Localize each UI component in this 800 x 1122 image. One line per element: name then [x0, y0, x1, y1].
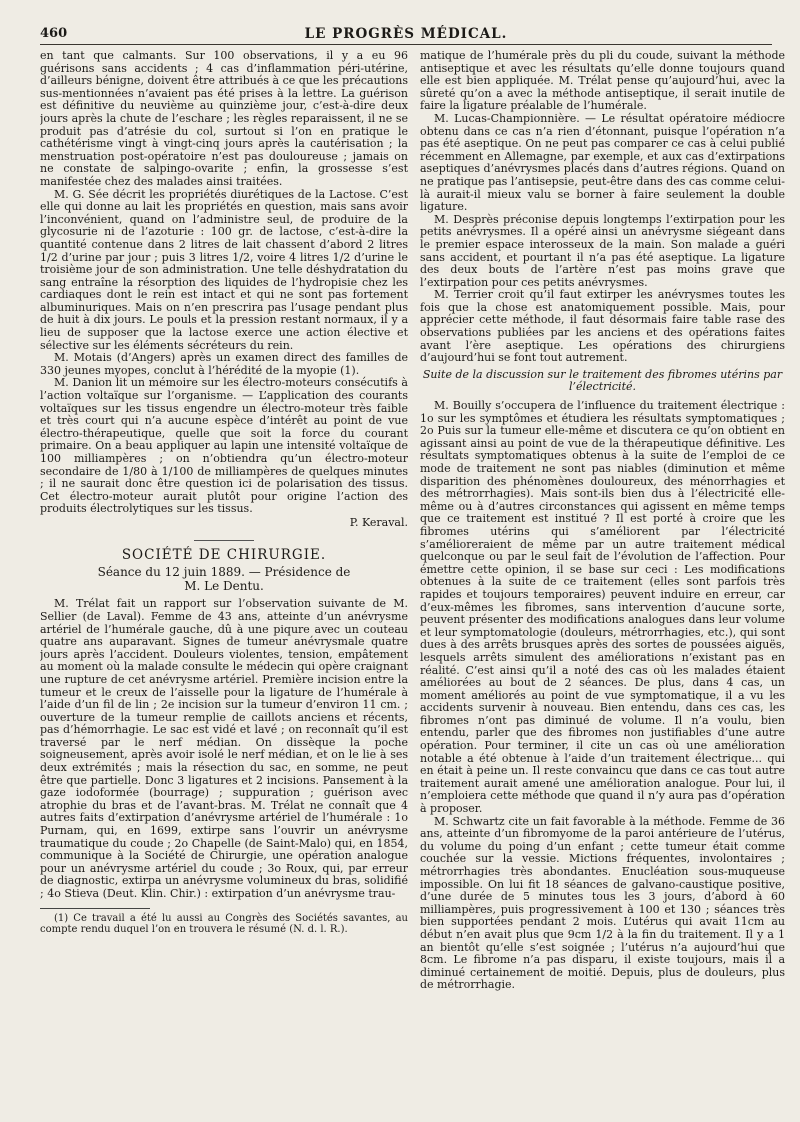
discussion-subheading: Suite de la discussion sur le traitement des fibromes utérins par l’électricité.: [422, 367, 783, 394]
section-divider: [194, 540, 254, 541]
paragraph-lactose: M. G. Sée décrit les propriétés diurétiques de la Lactose. C’est elle qui donne au lait les propriétés en question, mais sans avoir l’inconvénient, quand on l’administre seul, de produire de la glycosurie ni de l’azoturie : 100 gr. de lactose, c’est-à-dire la quantité contenue dans 2 litres de lait chassent d’abord 2 litres 1/2 d’urine par jour ; puis 3 litres 1/2, voire 4 litres 1/2 d’urine le troisième jour de son administration. Une telle déshydratation du sang entraîne la résorption des liquides de l’hydropisie chez les cardiaques dont le rein est intact et qui ne sont pas fortement albuminuriques. Mais on n’en prescrira pas l’usage pendant plus de huit à dix jours. Le pouls et la pression restant normaux, il y a lieu de supposer que la lactose exerce une action élective et sélective sur les éléments sécréteurs du rein.: [40, 187, 408, 352]
paragraph-curettage-results: en tant que calmants. Sur 100 observations, il y a eu 96 guérisons sans accidents ; 4 cas d’inflammation péri-utérine, d’ailleurs bénigne, doivent être attribués à ce que les précautions sus-mentionnées n’avaient pas été prises à la lettre. La guérison est définitive du neuvième au quinzième jour, c’est-à-dire deux jours après la chute de l’eschare ; les règles reparaissent, il ne se produit pas d’atrésie du col, surtout si l’on en pratique le cathétérisme vingt à vingt-cinq jours après la cautérisation ; la menstruation post-opératoire n’est pas douloureuse ; jamais on ne constate de salpingo-ovarite ; enfin, la grossesse s’est manifestée chez des malades ainsi traitées.: [40, 50, 408, 188]
paragraph-electro-motors: M. Danion lit un mémoire sur les électro-moteurs consécutifs à l’action voltaïque sur l’organisme. — L’application des courants voltaïques sur les tissus engendre un électro-moteur très faible et très court qui n’a aucune espèce d’intérêt au point de vue électro-thérapeutique, quelle que soit la force du courant primaire. On a beau appliquer au lapin une intensité voltaïque de 100 milliampères ; on n’obtiendra qu’un électro-moteur secondaire de 1/80 à 1/100 de milliampères de quelques minutes ; il ne saurait donc être question ici de polarisation des tissus. Cet électro-moteur aurait plutôt pour origine l’action des produits électrolytiques sur les tissus.: [40, 376, 408, 516]
left-column: [40, 50, 408, 1112]
section-title: SOCIÉTÉ DE CHIRURGIE.: [121, 546, 327, 563]
author-signature: P. Keraval.: [349, 515, 408, 529]
paragraph-trelat-continued: matique de l’humérale près du pli du coude, suivant la méthode antiseptique et avec les résultats qu’elle donne toujours quand elle est bien appliquée. M. Trélat pense qu’aujourd’hui, avec la sûreté qu’on a avec la méthode antiseptique, il serait inutile de faire la ligature préalable de l’humérale.: [420, 50, 785, 113]
paragraph-myopia: M. Motais (d’Angers) après un examen direct des familles de 330 jeunes myopes, conclut à l’hérédité de la myopie (1).: [40, 351, 408, 377]
page-header: [40, 22, 772, 45]
paragraph-terrier: M. Terrier croit qu’il faut extirper les anévrysmes toutes les fois que la chose est anatomiquement possible. Mais, pour apprécier cette méthode, il faut désormais faire table rase des observations publiées par les anciens et des opérations faites avant l’ère aseptique. Les opérations des chirurgiens d’aujourd’hui se font tout autrement.: [420, 288, 785, 365]
paragraph-bouilly: M. Bouilly s’occupera de l’influence du traitement électrique : 1o sur les symptômes et étudiera les résultats symptomatiques ; 2o Puis sur la tumeur elle-même et discutera ce qu’on obtient en agissant ainsi au point de vue de la thérapeutique définitive. Les résultats symptomatiques obtenus à la suite de l’emploi de ce mode de traitement ne sont pas niables (diminution et même disparition des phénomènes douloureux, des ménorrhagies et des métrorrhagies). Mais sont-ils bien dus à l’électricité elle-même ou à d’autres circonstances qui agissent en même temps que ce traitement est institué ? Il est porté à croire que les fibromes utérins qui s’améliorent par l’électricité s’amélioreraient de même par un autre traitement médical quelconque ou par le seul fait de l’évolution de l’affection. Pour émettre cette opinion, il se base sur ceci : Les modifications obtenues à la suite de ce traitement (elles sont parfois très rapides et toujours temporaires) peuvent induire en erreur, car d’eux-mêmes les fibromes, sans intervention d’aucune sorte, peuvent présenter des modifications analogues dans leur volume et leur symptomatologie (douleurs, métrorrhagies, etc.), qui sont dues à des arrêts brusques après des sortes de poussées aiguës, lesquels arrêts simulent des améliorations n’existant pas en réalité. C’est ainsi qu’il a noté des cas où les malades étaient améliorées au bout de 2 séances. De plus, dans 4 cas, un moment améliorés au point de vue symptomatique, il a vu les accidents survenir à nouveau. Bien entendu, dans ces cas, les fibromes n’ont pas diminué de volume. Il n’a voulu, bien entendu, parler que des fibromes non justifiables d’une autre opération. Pour terminer, il cite un cas où une amélioration notable a été obtenue à l’aide d’un traitement électrique... qui en était à peine un. Il reste convaincu que dans ce cas tout autre traitement aurait amené une amélioration analogue. Pour lui, il n’emploiera cette méthode que quand il n’y aura pas d’opération à proposer.: [420, 399, 785, 816]
footnote-divider: [40, 908, 150, 909]
footnote: (1) Ce travail a été lu aussi au Congrès des Sociétés savantes, au compte rendu duquel l’on en trouvera le résumé (N. d. l. R.).: [40, 912, 408, 936]
session-president: M. Le Dentu.: [184, 578, 264, 593]
right-column: [420, 50, 785, 1112]
session-date: Séance du 12 juin 1889. — Présidence de: [97, 565, 351, 580]
paragraph-trelat-report: M. Trélat fait un rapport sur l’observation suivante de M. Sellier (de Laval). Femme de 43 ans, atteinte d’un anévrysme artériel de l’humérale gauche, dû à une piqure avec un couteau quatre ans auparavant. Signes de tumeur anévrysmale quatre jours après l’accident. Douleurs violentes, tension, empâtement au moment où la malade consulte le médecin qui opère craignant une rupture de cet anévrysme artériel. Première incision entre la tumeur et le creux de l’aisselle pour la ligature de l’humérale à l’aide d’un fil de lin ; 2e incision sur la tumeur d’environ 11 cm. ; ouverture de la tumeur remplie de caillots anciens et récents, pas d’hémorrhagie. Le sac est vidé et lavé ; on reconnaît qu’il est traversé par le nerf médian. On dissèque la poche soigneusement, après avoir isolé le nerf médian, et on le lie à ses deux extrémités ; mais la résection du sac, en somme, ne peut être que partielle. Donc 3 ligatures et 2 incisions. Pansement à la gaze iodoformée (bourrage) ; suppuration ; guérison avec atrophie du bras et de l’avant-bras. M. Trélat ne connaît que 4 autres faits d’extirpation d’anévrysme artériel de l’humérale : 1o Purnam, qui, en 1699, extirpe sans l’ouvrir un anévrysme traumatique du coude ; 2o Chapelle (de Saint-Malo) qui, en 1854, communique à la Société de Chirurgie, une opération analogue pour un anévrysme artériel du coude ; 3o Roux, qui, par erreur de diagnostic, extirpa un anévrysme volumineux du bras, solidifié ; 4o Stieva (Deut. Klin. Chir.) : extirpation d’un anévrysme trau-: [40, 597, 408, 900]
journal-title: LE PROGRÈS MÉDICAL.: [304, 26, 508, 42]
page-number: 460: [40, 26, 68, 41]
paragraph-despres: M. Desprès préconise depuis longtemps l’extirpation pour les petits anévrysmes. Il a opéré ainsi un anévrysme siégeant dans le premier espace interosseux de la main. Son malade a guéri sans accident, et pourtant il n’a pas été aseptique. La ligature des deux bouts de l’artère n’est pas moins grave que l’extirpation pour ces petits anévrysmes.: [420, 212, 785, 289]
paragraph-schwartz: M. Schwartz cite un fait favorable à la méthode. Femme de 36 ans, atteinte d’un fibromyome de la paroi antérieure de l’utérus, du volume du poing d’un enfant ; cette tumeur était comme couchée sur la vessie. Mictions fréquentes, involontaires ; métrorrhagies très abondantes. Enucléation sous-muqueuse impossible. On lui fit 18 séances de galvano-caustique positive, d’une durée de 5 minutes tous les 3 jours, d’abord à 60 milliampères, puis progressivement à 100 et 130 ; séances très bien supportées pendant 2 mois. L’utérus qui avait 11cm au début n’en avait plus que 9cm 1/2 à la fin du traitement. Il y a 1 an bientôt qu’elle s’est soignée ; l’utérus n’a aujourd’hui que 8cm. Le fibrome n’a pas disparu, il existe toujours, mais il a diminué certainement de moitié. Depuis, plus de douleurs, plus de métrorrhagie.: [420, 814, 785, 992]
paragraph-lucas-championniere: M. Lucas-Championnière. — Le résultat opératoire médiocre obtenu dans ce cas n’a rien d’étonnant, puisque l’opération n’a pas été aseptique. On ne peut pas comparer ce cas à celui publié récemment en Allemagne, par exemple, et aux cas d’extirpations aseptiques d’anévrysmes placés dans d’autres régions. Quand on ne pratique pas l’antisepsie, peut-être dans des cas comme celui-là aurait-il mieux valu se borner à faire seulement la double ligature.: [420, 111, 785, 214]
